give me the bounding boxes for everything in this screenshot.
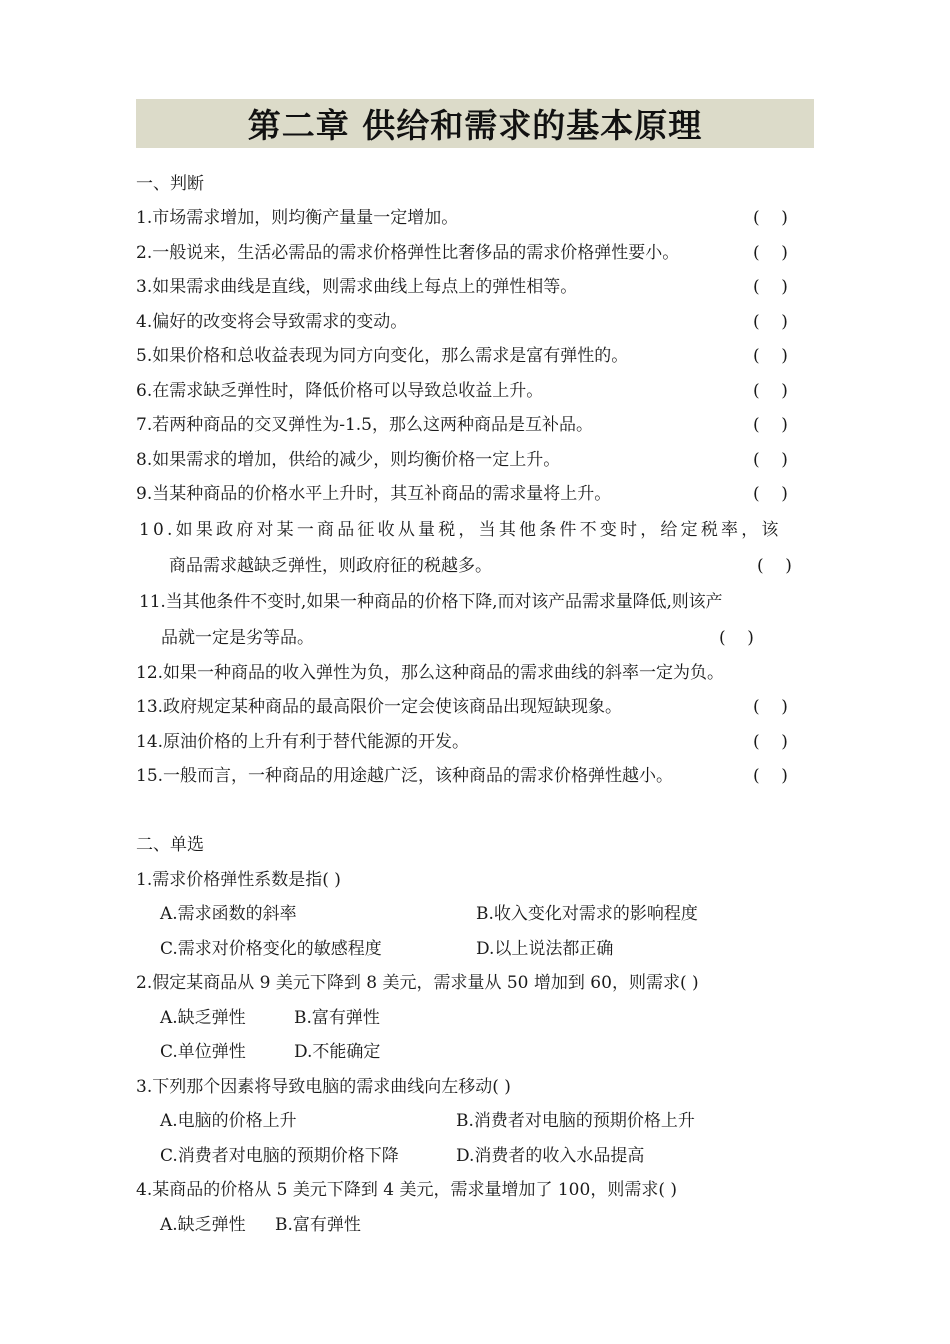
question-1-option-c: C.需求对价格变化的敏感程度 [160,939,382,959]
answer-blank: ( ) [753,346,788,366]
judgment-item-14: 14.原油价格的上升有利于替代能源的开发。 [136,732,470,752]
answer-blank: ( ) [753,243,788,263]
judgment-item-10: 10.如果政府对某一商品征收从量税，当其他条件不变时，给定税率，该 [139,520,782,540]
judgment-item-4: 4.偏好的改变将会导致需求的变动。 [136,312,408,332]
judgment-item-9: 9.当某种商品的价格水平上升时，其互补商品的需求量将上升。 [136,484,612,504]
question-3-option-d: D.消费者的收入水品提高 [456,1146,645,1166]
judgment-item-11: 11.当其他条件不变时,如果一种商品的价格下降,而对该产品需求量降低,则该产 [139,592,723,612]
answer-blank: ( ) [719,628,754,648]
section-heading-single-choice: 二、单选 [136,835,204,855]
judgment-item-5: 5.如果价格和总收益表现为同方向变化，那么需求是富有弹性的。 [136,346,629,366]
answer-blank: ( ) [753,415,788,435]
judgment-item-13: 13.政府规定某种商品的最高限价一定会使该商品出现短缺现象。 [136,697,623,717]
answer-blank: ( ) [753,732,788,752]
question-3-option-b: B.消费者对电脑的预期价格上升 [456,1111,695,1131]
judgment-item-8: 8.如果需求的增加，供给的减少，则均衡价格一定上升。 [136,450,561,470]
chapter-title: 第二章 供给和需求的基本原理 [247,106,703,145]
question-1-option-d: D.以上说法都正确 [476,939,614,959]
section-heading-judgment: 一、判断 [136,174,204,194]
question-1-option-a: A.需求函数的斜率 [160,904,297,924]
question-2-option-c: C.单位弹性 [160,1042,246,1062]
question-3-stem: 3.下列那个因素将导致电脑的需求曲线向左移动( ) [136,1077,511,1097]
question-4-stem: 4.某商品的价格从 5 美元下降到 4 美元，需求量增加了 100，则需求( ) [136,1180,677,1200]
judgment-item-1: 1.市场需求增加，则均衡产量量一定增加。 [136,208,459,228]
answer-blank: ( ) [753,450,788,470]
question-4-option-a: A.缺乏弹性 [160,1215,246,1235]
judgment-item-3: 3.如果需求曲线是直线，则需求曲线上每点上的弹性相等。 [136,277,578,297]
judgment-item-11-cont: 品就一定是劣等品。 [161,628,314,648]
question-1-stem: 1.需求价格弹性系数是指( ) [136,870,341,890]
question-4-option-b: B.富有弹性 [275,1215,361,1235]
judgment-item-10-cont: 商品需求越缺乏弹性，则政府征的税越多。 [169,556,492,576]
answer-blank: ( ) [753,697,788,717]
question-2-option-b: B.富有弹性 [294,1008,380,1028]
answer-blank: ( ) [753,277,788,297]
answer-blank: ( ) [753,766,788,786]
judgment-item-12: 12.如果一种商品的收入弹性为负，那么这种商品的需求曲线的斜率一定为负。 [136,663,725,683]
judgment-item-6: 6.在需求缺乏弹性时，降低价格可以导致总收益上升。 [136,381,544,401]
question-2-option-d: D.不能确定 [294,1042,381,1062]
title-band [136,99,814,148]
question-1-option-b: B.收入变化对需求的影响程度 [476,904,698,924]
question-2-stem: 2.假定某商品从 9 美元下降到 8 美元，需求量从 50 增加到 60，则需求( ) [136,973,699,993]
question-3-option-a: A.电脑的价格上升 [160,1111,297,1131]
answer-blank: ( ) [753,484,788,504]
answer-blank: ( ) [753,381,788,401]
question-2-option-a: A.缺乏弹性 [160,1008,246,1028]
judgment-item-7: 7.若两种商品的交叉弹性为-1.5，那么这两种商品是互补品。 [136,415,593,435]
answer-blank: ( ) [753,312,788,332]
answer-blank: ( ) [757,556,792,576]
answer-blank: ( ) [753,208,788,228]
judgment-item-15: 15.一般而言，一种商品的用途越广泛，该种商品的需求价格弹性越小。 [136,766,674,786]
question-3-option-c: C.消费者对电脑的预期价格下降 [160,1146,399,1166]
judgment-item-2: 2.一般说来，生活必需品的需求价格弹性比奢侈品的需求价格弹性要小。 [136,243,680,263]
